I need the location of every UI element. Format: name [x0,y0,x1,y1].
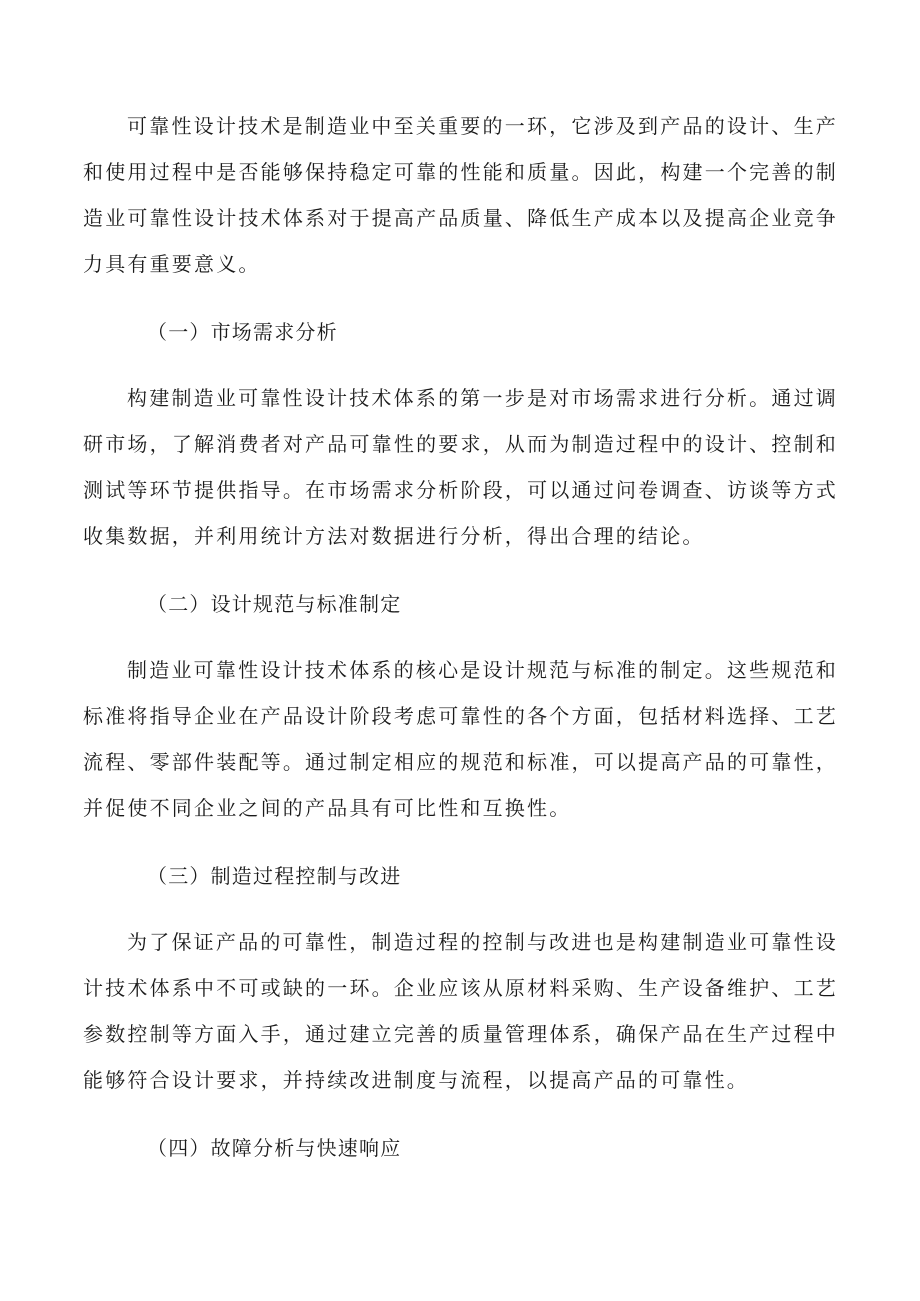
section-heading-4: （四）故障分析与快速响应 [147,1136,402,1160]
section-heading-2: （二）设计规范与标准制定 [147,592,402,616]
document-page [83,103,838,1171]
section-heading-3: （三）制造过程控制与改进 [147,864,402,888]
section-body-2: 制造业可靠性设计技术体系的核心是设计规范与标准的制定。这些规范和标准将指导企业在产品设计阶段考虑可靠性的各个方面，包括材料选择、工艺流程、零部件装配等。通过制定相应的规范和标准，可以提高产品的可靠性，并促使不同企业之间的产品具有可比性和互换性。 [83,658,838,820]
intro-paragraph: 可靠性设计技术是制造业中至关重要的一环，它涉及到产品的设计、生产和使用过程中是否能够保持稳定可靠的性能和质量。因此，构建一个完善的制造业可靠性设计技术体系对于提高产品质量、降低生产成本以及提高企业竞争力具有重要意义。 [83,114,838,276]
section-body-1: 构建制造业可靠性设计技术体系的第一步是对市场需求进行分析。通过调研市场，了解消费者对产品可靠性的要求，从而为制造过程中的设计、控制和测试等环节提供指导。在市场需求分析阶段，可以通过问卷调查、访谈等方式收集数据，并利用统计方法对数据进行分析，得出合理的结论。 [83,386,838,548]
section-heading-1: （一）市场需求分析 [147,320,338,344]
section-body-3: 为了保证产品的可靠性，制造过程的控制与改进也是构建制造业可靠性设计技术体系中不可或缺的一环。企业应该从原材料采购、生产设备维护、工艺参数控制等方面入手，通过建立完善的质量管理体系，确保产品在生产过程中能够符合设计要求，并持续改进制度与流程，以提高产品的可靠性。 [83,930,838,1092]
